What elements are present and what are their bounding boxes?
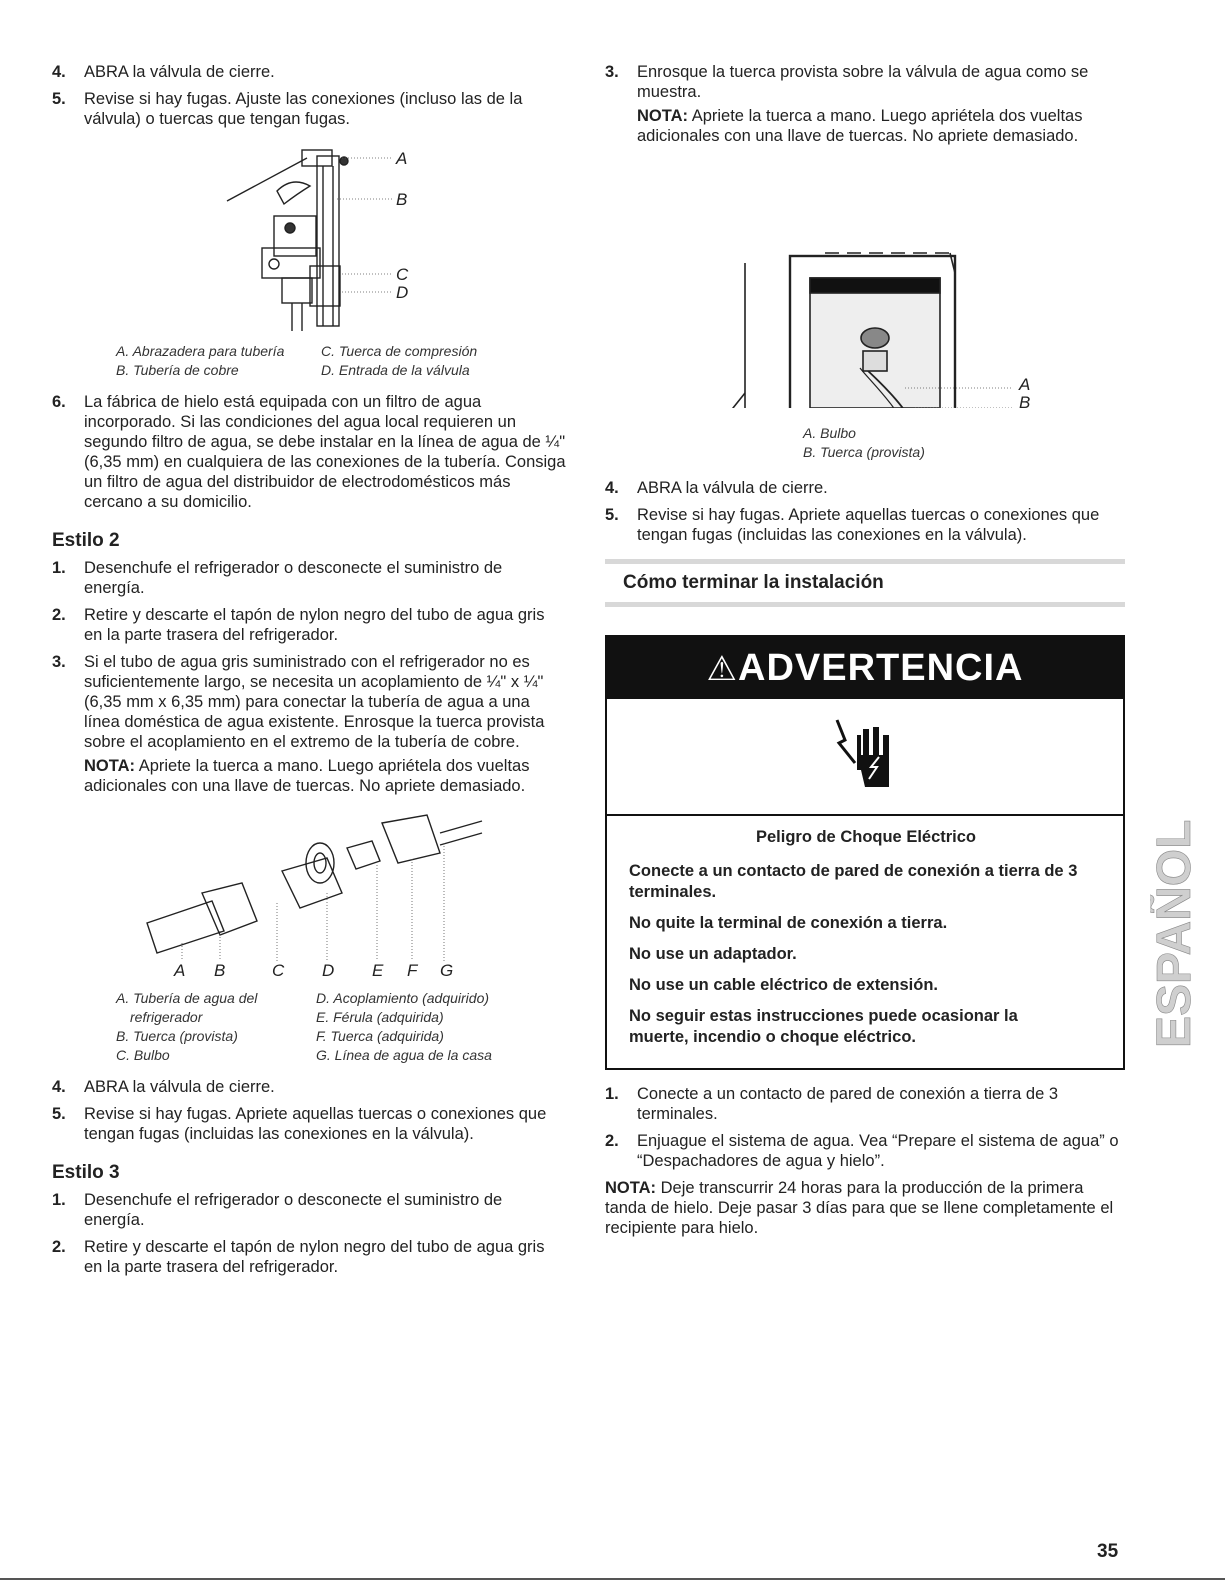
- fig1-label-d: D: [396, 283, 409, 302]
- warning-line: No use un adaptador.: [629, 945, 797, 963]
- electric-shock-icon: [827, 715, 907, 795]
- shock-hazard-area: [607, 699, 1123, 816]
- fig3-label-b: B: [1019, 393, 1031, 412]
- right-step-3: 3. Enrosque la tuerca provista sobre la válvula de agua como se muestra. NOTA: Apriete la tuerca a mano. Luego apriételа dos vueltas adicionales con una llave de tuercas. No apriete demasiado.: [605, 62, 1125, 146]
- style3-step-2: 2. Retire y descarte el tapón de nylon negro del tubo de agua gris en la parte trasera del refrigerador.: [52, 1238, 545, 1276]
- fig2-label-a: A: [174, 961, 186, 980]
- fig2-labels: [52, 961, 567, 983]
- style2-step-2: 2. Retire y descarte el tapón de nylon negro del tubo de agua gris en la parte trasera del refrigerador.: [52, 606, 545, 644]
- fig3-caption: A. Bulbo B. Tuerca (provista): [803, 425, 925, 460]
- side-tab-label: ESPAÑOL: [1150, 819, 1200, 1048]
- style2-step-1: 1. Desenchufe el refrigerador o desconecte el suministro de energía.: [52, 559, 503, 597]
- warning-header: ⚠ADVERTENCIA: [607, 637, 1123, 699]
- left-column: [52, 62, 567, 1284]
- step-5: 5. Revise si hay fugas. Ajuste las conexiones (incluso las de la válvula) o tuercas que tengan fugas.: [52, 90, 523, 128]
- fig3-label-a: A: [1019, 375, 1031, 394]
- style3-step-1: 1. Desenchufe el refrigerador o desconecte el suministro de energía.: [52, 1191, 503, 1229]
- fig2-label-c: C: [272, 961, 285, 980]
- warning-line: No quite la terminal de conexión a tierra.: [629, 914, 948, 932]
- style-3-heading: Estilo 3: [52, 1162, 120, 1183]
- final-step-2: 2. Enjuague el sistema de agua. Vea “Prepare el sistema de agua” o “Despachadores de agua y hielo”.: [605, 1132, 1119, 1170]
- warning-triangle-icon: ⚠: [706, 650, 738, 688]
- warning-line: No use un cable eléctrico de extensión.: [629, 976, 939, 994]
- fig2-label-b: B: [214, 961, 226, 980]
- fig2-label-g: G: [440, 961, 454, 980]
- style2-step-3: 3. Si el tubo de agua gris suministrado con el refrigerador no es suficientemente largo, se necesita un acoplamiento de ¼" x ¼" (6,35 mm x 6,35 mm) para conectar la tubería de agua a una línea doméstica de agua existente. Enrosque la tuerca provista sobre el acoplamiento en el extremo de la tubería de cobre. NOTA: Apriete la tuerca a mano. Luego apriételа dos vueltas adicionales con una llave de tuercas. No apriete demasiado.: [52, 652, 567, 796]
- warning-line: Conecte a un contacto de pared de conexión a tierra de 3 terminales.: [629, 862, 1078, 901]
- style2-step-4: 4. ABRA la válvula de cierre.: [52, 1078, 275, 1096]
- right-column: [605, 62, 1125, 1245]
- coupling-illustration: [52, 803, 567, 971]
- warning-line: No seguir estas instrucciones puede ocasionar la muerte, incendio o choque eléctrico.: [629, 1007, 1018, 1046]
- right-step-4: 4. ABRA la válvula de cierre.: [605, 479, 828, 497]
- warning-body: [607, 816, 1123, 1068]
- right-step-5: 5. Revise si hay fugas. Apriete aquellas tuercas o conexiones que tengan fugas (incluidas las conexiones en la válvula).: [605, 506, 1100, 544]
- step-4: 4. ABRA la válvula de cierre.: [52, 63, 275, 81]
- fig1-label-b: B: [396, 190, 408, 209]
- page-number: 35: [1097, 1541, 1119, 1562]
- water-valve-figure: [605, 153, 1125, 408]
- fig2-label-d: D: [322, 961, 335, 980]
- style-2-heading: Estilo 2: [52, 530, 120, 551]
- water-valve-illustration: [605, 153, 1125, 408]
- coupling-figure: [52, 803, 567, 971]
- bottom-rule: [0, 1578, 1225, 1580]
- fig2-label-f: F: [407, 961, 418, 980]
- warning-title: Peligro de Choque Eléctrico: [755, 828, 977, 846]
- final-note: NOTA: Deje transcurrir 24 horas para la producción de la primera tanda de hielo. Deje pasar 3 días para que se llene completamente el recipiente para hielo.: [605, 1179, 1114, 1237]
- valve-clamp-figure: [52, 136, 567, 336]
- language-side-tab: [1150, 808, 1200, 1052]
- fig2-caption: A. Tubería de agua del refrigerador B. Tuerca (provista) C. Bulbo D. Acoplamiento (adquirido) E. Férula (adquirida) F. Tuerca (adquirida) G. Línea de agua de la casa: [116, 990, 492, 1063]
- fig1-label-c: C: [396, 265, 409, 284]
- style2-note: NOTA: Apriete la tuerca a mano. Luego apriételа dos vueltas adicionales con una llave de tuercas. No apriete demasiado.: [84, 757, 530, 795]
- warning-box: [605, 635, 1125, 1070]
- step-6: 6. La fábrica de hielo está equipada con un filtro de agua incorporado. Si las condiciones del agua local requieren un segundo filtro de agua, se debe instalar en la línea de agua de ¼" (6,35 mm) en cualquiera de las conexiones de la tubería. Consiga un filtro de agua del distribuidor de electrodomésticos más cercano a su domicilio.: [52, 393, 566, 511]
- section-heading: Cómo terminar la instalación: [605, 559, 1125, 607]
- valve-illustration: [52, 136, 567, 336]
- fig2-label-e: E: [372, 961, 384, 980]
- style2-step-5: 5. Revise si hay fugas. Apriete aquellas tuercas o conexiones que tengan fugas (incluidas las conexiones en la válvula).: [52, 1105, 547, 1143]
- fig1-label-a: A: [396, 149, 408, 168]
- right-note: NOTA: Apriete la tuerca a mano. Luego apriételа dos vueltas adicionales con una llave de tuercas. No apriete demasiado.: [637, 107, 1083, 145]
- final-step-1: 1. Conecte a un contacto de pared de conexión a tierra de 3 terminales.: [605, 1085, 1059, 1123]
- fig1-caption: A. Abrazadera para tubería C. Tuerca de compresión B. Tubería de cobre D. Entrada de la válvula: [116, 343, 478, 378]
